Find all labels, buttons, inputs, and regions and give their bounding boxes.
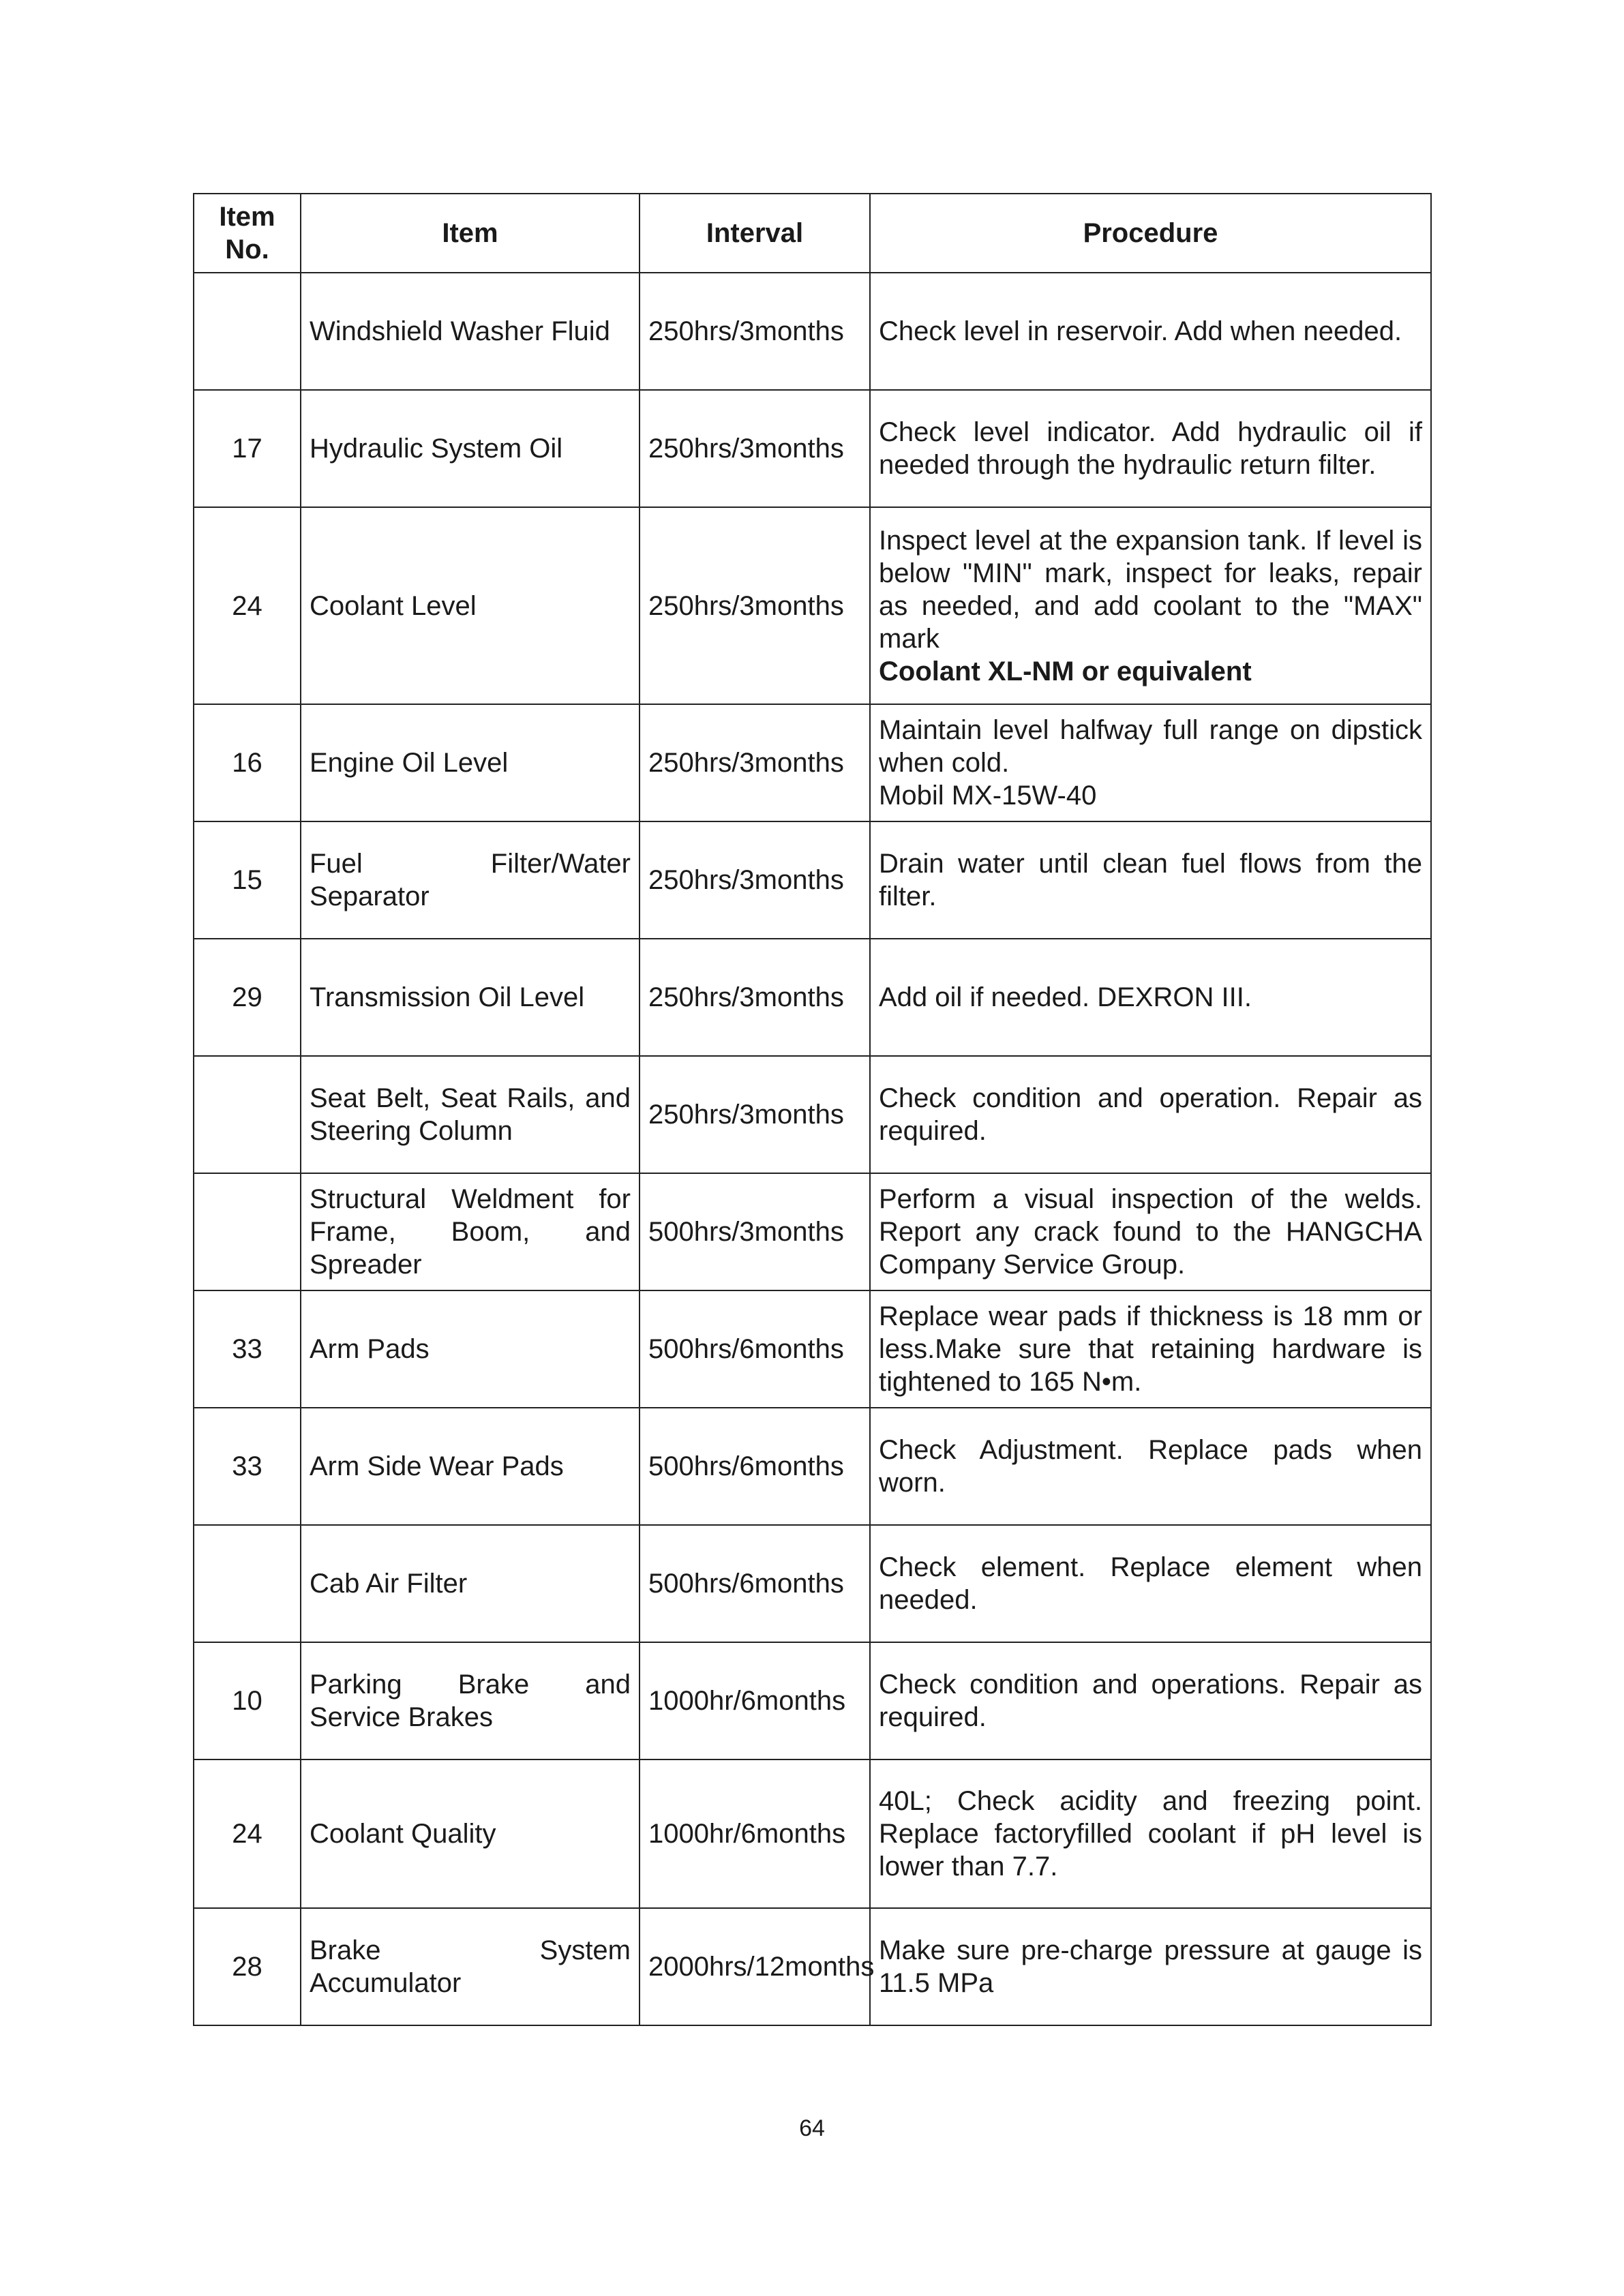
- item-interval: 2000hrs/12months: [640, 1908, 870, 2025]
- table-row: [194, 1642, 1431, 1759]
- maintenance-schedule-table: [193, 193, 1432, 2026]
- coolant-spec: Coolant XL-NM or equivalent: [879, 656, 1252, 686]
- item-name: Structural Weldment for Frame, Boom, and Spreader: [301, 1173, 640, 1290]
- item-procedure: Drain water until clean fuel flows from the filter.: [870, 821, 1431, 939]
- item-number: 29: [194, 939, 301, 1056]
- item-procedure: Check level indicator. Add hydraulic oil if needed through the hydraulic return filter.: [870, 390, 1431, 507]
- item-number: 10: [194, 1642, 301, 1759]
- header-procedure: Procedure: [870, 194, 1431, 273]
- item-interval: 500hrs/6months: [640, 1525, 870, 1642]
- item-name: Seat Belt, Seat Rails, and Steering Column: [301, 1056, 640, 1173]
- item-number: 15: [194, 821, 301, 939]
- item-name: Engine Oil Level: [301, 704, 640, 821]
- table-row: [194, 507, 1431, 704]
- item-number: 33: [194, 1408, 301, 1525]
- header-item-no: Item No.: [194, 194, 301, 273]
- table-row: [194, 1056, 1431, 1173]
- item-name: Cab Air Filter: [301, 1525, 640, 1642]
- table-row: [194, 1908, 1431, 2025]
- table-row: [194, 1525, 1431, 1642]
- table-row: [194, 390, 1431, 507]
- table-row: [194, 1173, 1431, 1290]
- item-procedure: Add oil if needed. DEXRON III.: [870, 939, 1431, 1056]
- table-row: [194, 1408, 1431, 1525]
- item-interval: 250hrs/3months: [640, 273, 870, 390]
- item-name: Brake System Accumulator: [301, 1908, 640, 2025]
- item-name: Fuel Filter/Water Separator: [301, 821, 640, 939]
- item-number: 33: [194, 1290, 301, 1408]
- item-name: Transmission Oil Level: [301, 939, 640, 1056]
- item-procedure: [870, 704, 1431, 821]
- procedure-text: Inspect level at the expansion tank. If level is below "MIN" mark, inspect for leaks, repair as needed, and add coolant to the "MAX" mark: [879, 525, 1422, 654]
- item-number: 17: [194, 390, 301, 507]
- procedure-text: Maintain level halfway full range on dipstick when cold.: [879, 715, 1422, 778]
- item-number: 24: [194, 1759, 301, 1908]
- item-number: 28: [194, 1908, 301, 2025]
- item-interval: 1000hr/6months: [640, 1759, 870, 1908]
- table-row: [194, 1759, 1431, 1908]
- item-procedure: Check level in reservoir. Add when needed.: [870, 273, 1431, 390]
- item-procedure: Check element. Replace element when needed.: [870, 1525, 1431, 1642]
- item-number: 24: [194, 507, 301, 704]
- item-number: [194, 1525, 301, 1642]
- header-interval: Interval: [640, 194, 870, 273]
- header-item: Item: [301, 194, 640, 273]
- page-number: 64: [799, 2115, 825, 2141]
- item-number: [194, 1056, 301, 1173]
- item-interval: 500hrs/6months: [640, 1290, 870, 1408]
- item-procedure: [870, 507, 1431, 704]
- item-name: Windshield Washer Fluid: [301, 273, 640, 390]
- item-procedure: Replace wear pads if thickness is 18 mm or less.Make sure that retaining hardware is tightened to 165 N•m.: [870, 1290, 1431, 1408]
- engine-oil-spec: Mobil MX-15W-40: [879, 781, 1097, 811]
- item-name: Hydraulic System Oil: [301, 390, 640, 507]
- item-number: [194, 273, 301, 390]
- item-procedure: Check condition and operation. Repair as required.: [870, 1056, 1431, 1173]
- table-header-row: [194, 194, 1431, 273]
- item-interval: 1000hr/6months: [640, 1642, 870, 1759]
- table-row: [194, 939, 1431, 1056]
- item-interval: 250hrs/3months: [640, 704, 870, 821]
- item-procedure: Check condition and operations. Repair as required.: [870, 1642, 1431, 1759]
- table-row: [194, 704, 1431, 821]
- item-procedure: Make sure pre-charge pressure at gauge is 11.5 MPa: [870, 1908, 1431, 2025]
- item-name: Arm Pads: [301, 1290, 640, 1408]
- item-name: Coolant Quality: [301, 1759, 640, 1908]
- item-number: 16: [194, 704, 301, 821]
- item-name: Parking Brake and Service Brakes: [301, 1642, 640, 1759]
- item-interval: 250hrs/3months: [640, 939, 870, 1056]
- item-name: Coolant Level: [301, 507, 640, 704]
- item-procedure: Perform a visual inspection of the welds. Report any crack found to the HANGCHA Company Service Group.: [870, 1173, 1431, 1290]
- item-number: [194, 1173, 301, 1290]
- item-interval: 500hrs/3months: [640, 1173, 870, 1290]
- item-procedure: Check Adjustment. Replace pads when worn.: [870, 1408, 1431, 1525]
- item-interval: 250hrs/3months: [640, 507, 870, 704]
- item-interval: 250hrs/3months: [640, 821, 870, 939]
- item-interval: 500hrs/6months: [640, 1408, 870, 1525]
- item-name: Arm Side Wear Pads: [301, 1408, 640, 1525]
- item-procedure: 40L; Check acidity and freezing point. Replace factoryfilled coolant if pH level is lower than 7.7.: [870, 1759, 1431, 1908]
- item-interval: 250hrs/3months: [640, 390, 870, 507]
- table-row: [194, 1290, 1431, 1408]
- table-row: [194, 821, 1431, 939]
- table-row: [194, 273, 1431, 390]
- item-interval: 250hrs/3months: [640, 1056, 870, 1173]
